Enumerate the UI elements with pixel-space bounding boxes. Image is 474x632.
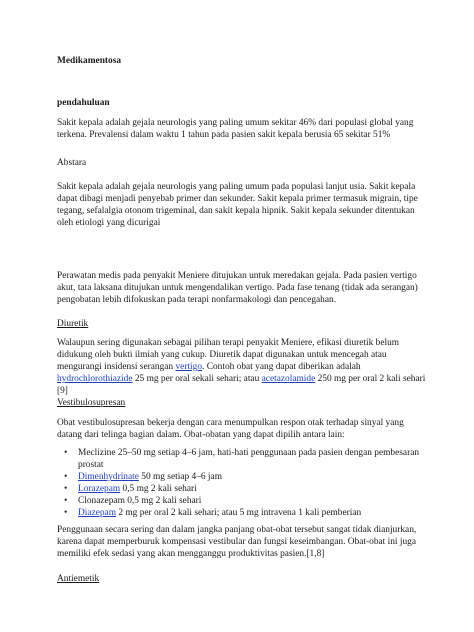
bullet-icon: •	[64, 496, 68, 506]
hydrochlorothiazide-link[interactable]: hydrochlorothiazide	[57, 374, 133, 384]
diuretic-text-c: 25 mg per oral sekali sehari; atau	[132, 374, 262, 384]
abstract-heading: Abstara	[57, 158, 87, 168]
diuretic-heading: Diuretik	[57, 319, 89, 329]
medication-dosage: 50 mg setiap 4–6 jam	[138, 472, 222, 482]
medication-item	[57, 471, 429, 483]
medication-name-link[interactable]: Lorazepam	[78, 484, 121, 494]
vestibulosupresan-heading: Vestibulosupresan	[57, 398, 126, 408]
diuretic-text-d: 250 mg per oral 2 kali sehari [9]	[57, 374, 426, 396]
bullet-icon: •	[64, 508, 68, 518]
vertigo-link[interactable]: vertigo	[175, 362, 203, 372]
medication-item	[57, 483, 429, 495]
antiemetic-heading: Antiemetik	[57, 574, 100, 584]
medication-item	[57, 507, 429, 519]
medication-name-link[interactable]: Dimenhydrinate	[78, 472, 139, 482]
medication-dosage: 0,5 mg 2 kali sehari	[124, 496, 202, 506]
medication-list	[57, 447, 429, 519]
medication-dosage: 0,5 mg 2 kali sehari	[120, 484, 197, 494]
intro-heading: pendahuluan	[57, 98, 110, 108]
usage-warning-paragraph: Penggunaan secara sering dan dalam jangka panjang obat-obat tersebut sangat tidak dianjurkan, karena dapat memperburuk kompensasi vestibular dan fungsi keseimbangan. Obat-obat ini juga memiliki efek sedasi yang akan mengganggu produktivitas pasien.[1,8]	[57, 525, 417, 559]
bullet-icon: •	[64, 448, 68, 458]
diuretic-text-b: . Contoh obat yang dapat diberikan adalah	[202, 362, 361, 372]
medication-name-link[interactable]: Diazepam	[78, 508, 116, 518]
diuretic-text-a: Walaupun sering digunakan sebagai pilihan terapi penyakit Meniere, efikasi diuretik belum didukung oleh bukti ilmiah yang cukup. Diuretik dapat digunakan untuk mencegah atau mengurangi insidensi serangan	[57, 338, 400, 372]
diuretic-paragraph	[57, 337, 429, 397]
bullet-icon: •	[64, 484, 68, 494]
medication-dosage: 2 mg per oral 2 kali sehari; atau 5 mg intravena 1 kali pemberian	[116, 508, 362, 518]
medication-item	[57, 447, 429, 471]
meniere-paragraph: Perawatan medis pada penyakit Meniere ditujukan untuk meredakan gejala. Pada pasien vertigo akut, tata laksana ditujukan untuk mengendalikan vertigo. Pada fase tenang (tidak ada serangan) pengobatan lebih difokuskan pada terapi nonfarmakologi dan pencegahan.	[57, 271, 418, 305]
bullet-icon: •	[64, 472, 68, 482]
vestibulosupresan-paragraph: Obat vestibulosupresan bekerja dengan cara menumpulkan respon otak terhadap sinyal yang datang dari telinga bagian dalam. Obat-obatan yang dapat dipilih antara lain:	[57, 418, 404, 440]
intro-paragraph: Sakit kepala adalah gejala neurologis yang paling umum sekitar 46% dari populasi global yang terkena. Prevalensi dalam waktu 1 tahun pada pasien sakit kepala berusia 65 sekitar 51%	[57, 118, 414, 140]
medication-item	[57, 495, 429, 507]
medication-name: Meclizine	[78, 448, 116, 458]
medication-dosage: 25–50 mg setiap 4–6 jam, hati-hati penggunaan pada pasien dengan pembesaran prostat	[78, 448, 420, 470]
acetazolamide-link[interactable]: acetazolamide	[261, 374, 316, 384]
medication-name: Clonazepam	[78, 496, 125, 506]
document-title: Medikamentosa	[57, 56, 122, 66]
abstract-paragraph: Sakit kepala adalah gejala neurologis yang paling umum pada populasi lanjut usia. Sakit kepala dapat dibagi menjadi penyebab primer dan sekunder. Sakit kepala primer termasuk migrain, tipe tegang, sefalalgia otonom trigeminal, dan sakit kepala hipnik. Sakit kepala sekunder ditentukan oleh etiologi yang dicurigai	[57, 182, 418, 228]
